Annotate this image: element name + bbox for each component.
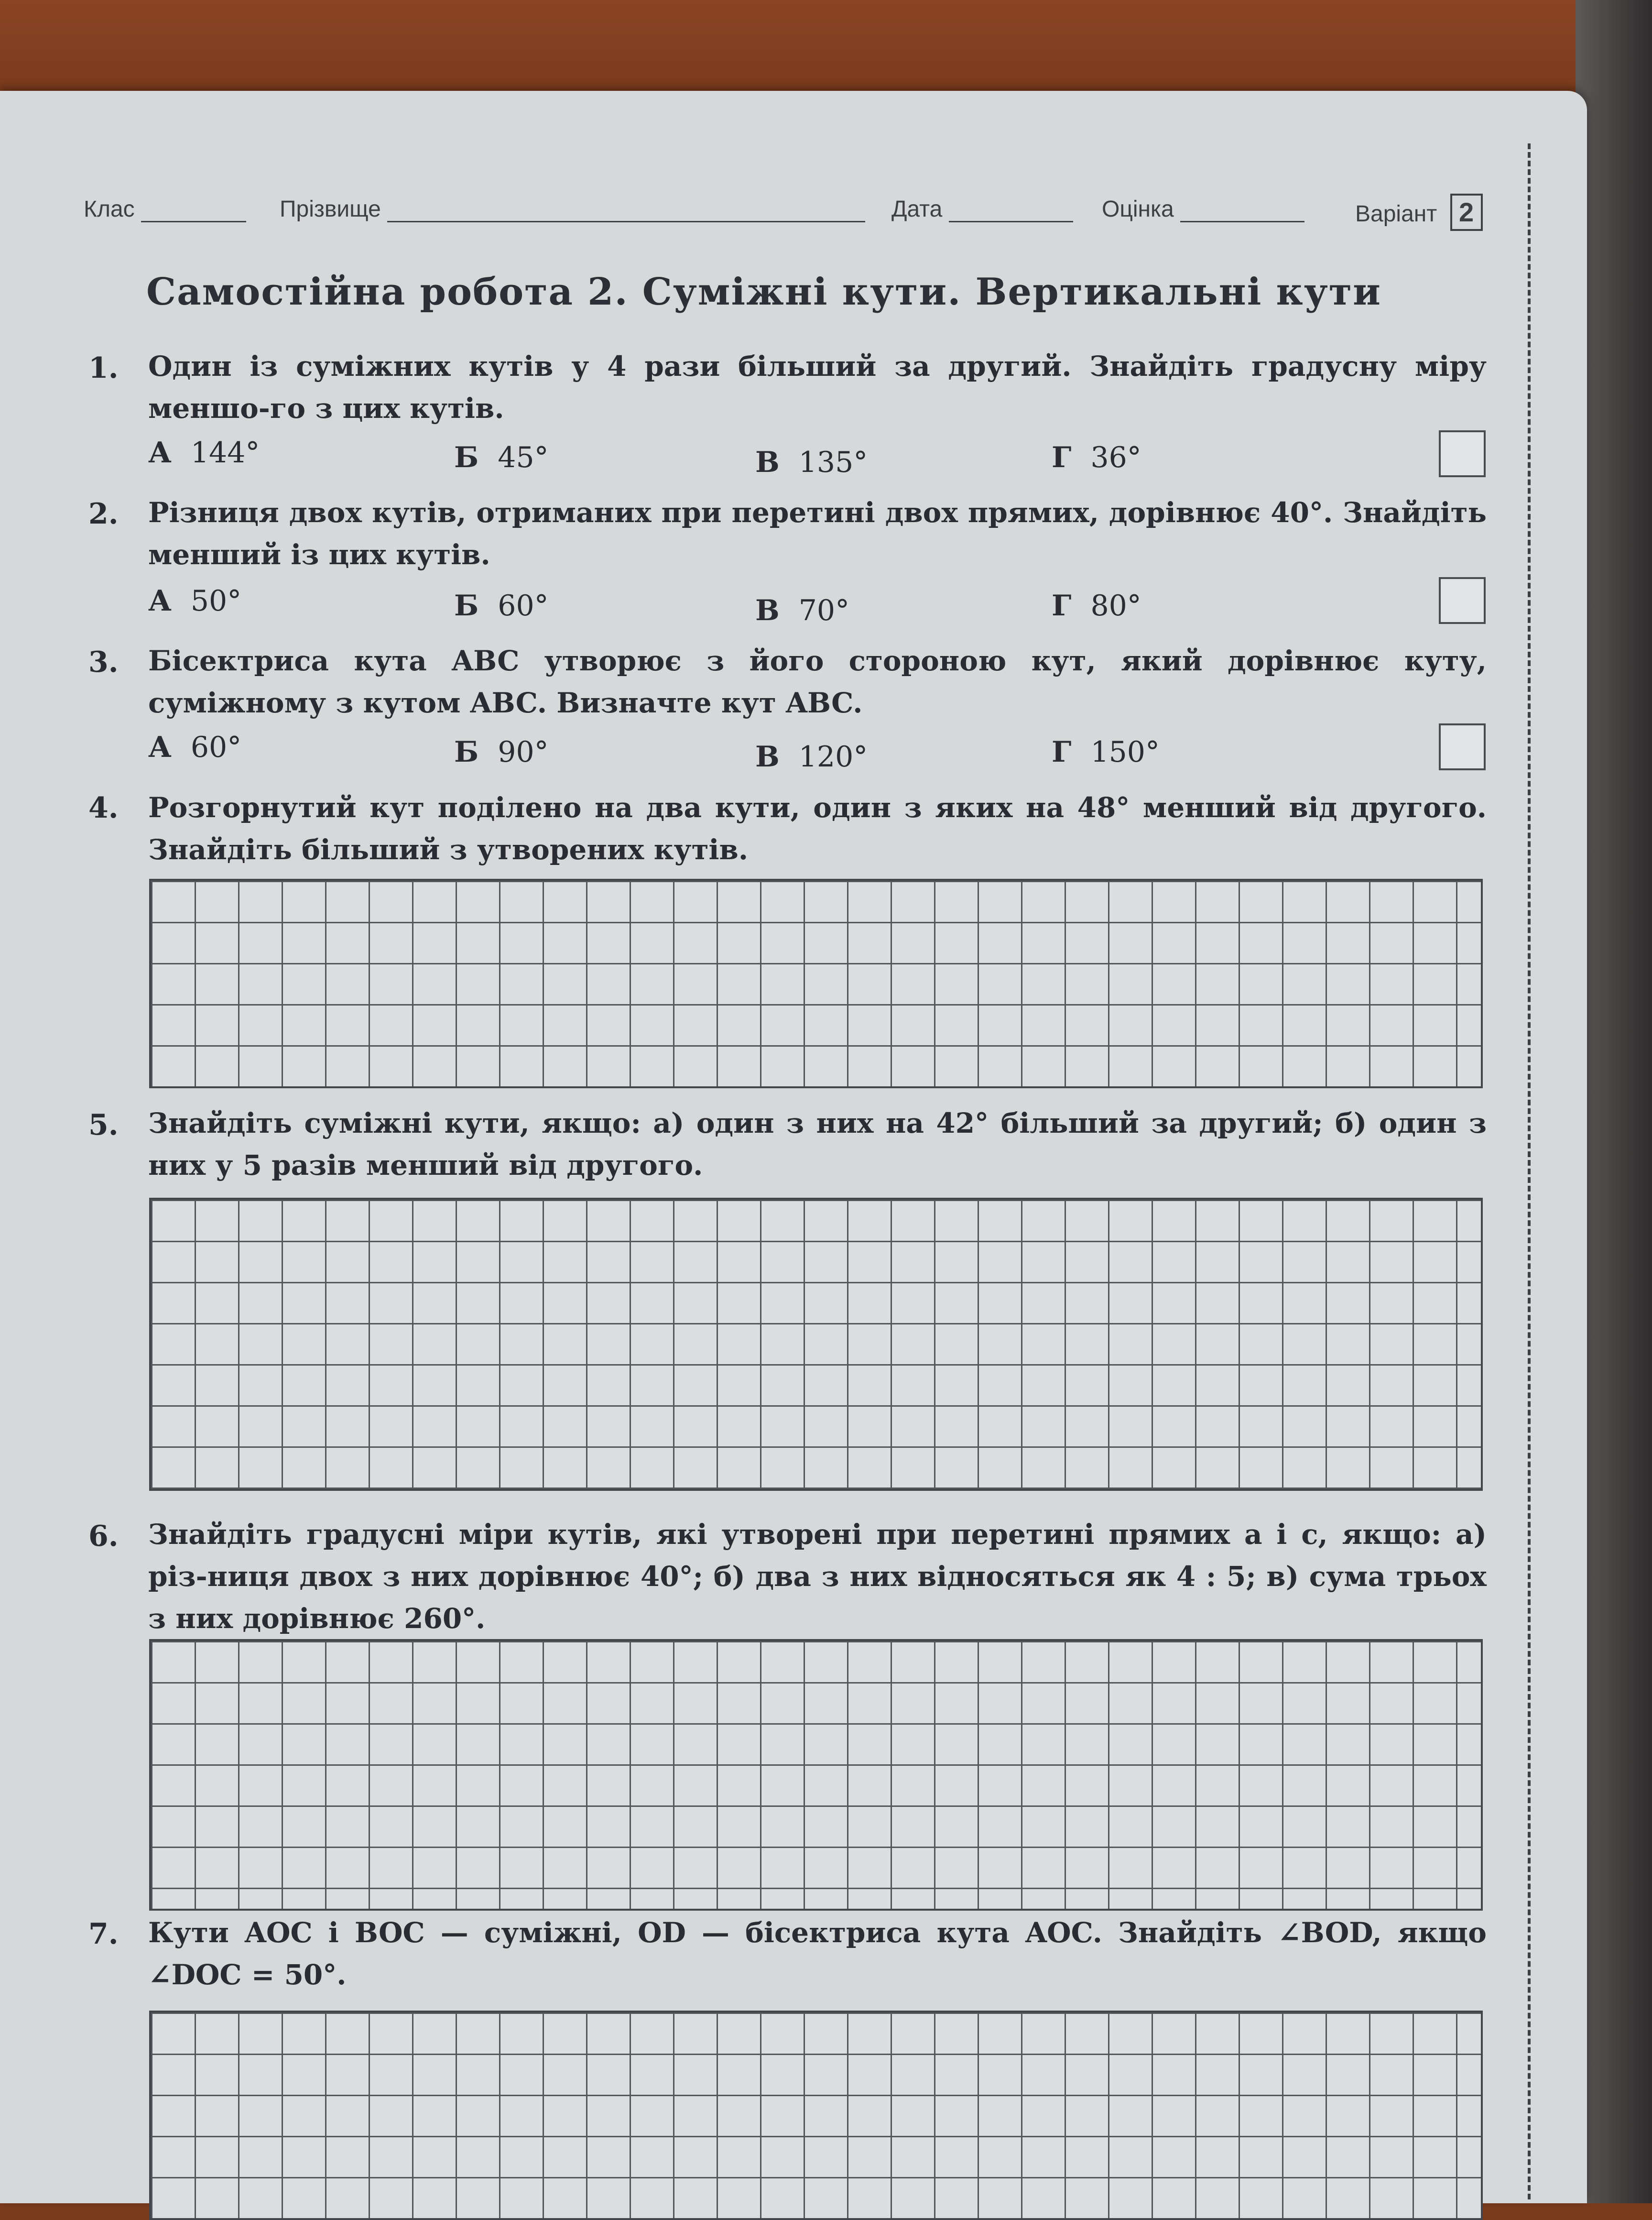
question-2-option-d — [1052, 589, 1141, 623]
question-3-option-d — [1052, 735, 1160, 769]
question-1-option-a — [148, 436, 260, 470]
variant-label: Варіант — [1355, 201, 1437, 227]
option-value: 36° — [1090, 441, 1141, 474]
question-4-number: 4. — [88, 791, 119, 825]
question-6-text: Знайдіть градусні міри кутів, які утворені при перетині прямих a і c, якщо: а) різ-ниця двох з них дорівнює 40°; б) два з них відносяться як 4 : 5; в) сума трьох з них дорівнює 260°. — [148, 1518, 1487, 1635]
question-1-answer-box[interactable] — [1439, 430, 1486, 477]
option-value: 90° — [498, 735, 549, 769]
question-1-option-d — [1052, 441, 1141, 474]
question-1-number: 1. — [88, 351, 119, 385]
option-letter: В — [755, 594, 780, 627]
option-letter: Г — [1052, 589, 1072, 623]
class-label: Клас — [84, 197, 135, 222]
variant-number: 2 — [1450, 194, 1483, 231]
question-6-answer-grid[interactable] — [149, 1639, 1483, 1911]
surname-label: Прізвище — [280, 197, 381, 222]
option-letter: В — [755, 740, 780, 774]
question-1-option-c — [755, 446, 868, 479]
option-letter: Б — [454, 441, 479, 474]
question-3-option-a — [148, 731, 241, 764]
class-field[interactable] — [84, 196, 246, 244]
question-2-option-c — [755, 594, 849, 627]
option-value: 135° — [798, 446, 868, 479]
class-blank[interactable] — [141, 202, 246, 222]
question-7-number: 7. — [88, 1917, 119, 1951]
option-value: 70° — [798, 594, 850, 627]
question-4-text: Розгорнутий кут поділено на два кути, один з яких на 48° менший від другого. Знайдіть більший з утворених кутів. — [148, 791, 1487, 866]
option-value: 120° — [798, 740, 868, 774]
question-6-number: 6. — [88, 1520, 119, 1553]
option-letter: Б — [454, 735, 479, 769]
option-value: 45° — [498, 441, 549, 474]
question-1-option-b — [454, 441, 549, 474]
question-2-number: 2. — [88, 497, 119, 531]
option-letter: Г — [1052, 441, 1072, 474]
option-value: 50° — [190, 584, 242, 618]
question-2-text: Різниця двох кутів, отриманих при перетині двох прямих, дорівнює 40°. Знайдіть менший із цих кутів. — [148, 496, 1487, 571]
question-5-text: Знайдіть суміжні кути, якщо: а) один з них на 42° більший за другий; б) один з них у 5 разів менший від другого. — [148, 1107, 1487, 1181]
question-3-option-b — [454, 735, 549, 769]
question-7-answer-grid[interactable] — [149, 2011, 1483, 2220]
date-label: Дата — [891, 197, 943, 222]
option-letter: А — [148, 436, 172, 470]
variant-field — [1355, 194, 1483, 241]
question-5-answer-grid[interactable] — [149, 1198, 1483, 1491]
date-blank[interactable] — [949, 202, 1073, 222]
question-3-text: Бісектриса кута ABC утворює з його стороною кут, який дорівнює куту, суміжному з кутом ABC. Визначте кут ABC. — [148, 645, 1487, 719]
cut-line — [1528, 143, 1531, 2199]
question-3-answer-box[interactable] — [1439, 723, 1486, 770]
option-letter: А — [148, 584, 172, 618]
option-letter: Г — [1052, 735, 1072, 769]
option-letter: Б — [454, 589, 479, 623]
question-2-option-a — [148, 584, 241, 618]
date-field[interactable] — [891, 196, 1073, 244]
grade-field[interactable] — [1102, 196, 1304, 244]
grade-label: Оцінка — [1102, 197, 1174, 222]
question-3-number: 3. — [88, 645, 119, 679]
option-value: 60° — [190, 731, 242, 764]
option-value: 144° — [190, 436, 260, 470]
question-1-text: Один із суміжних кутів у 4 рази більший за другий. Знайдіть градусну міру меншо-го з цих кутів. — [148, 350, 1487, 425]
grade-blank[interactable] — [1180, 202, 1304, 222]
surname-field[interactable] — [280, 196, 865, 244]
option-letter: В — [755, 446, 780, 479]
book-edge — [1576, 0, 1652, 2203]
surname-blank[interactable] — [387, 202, 865, 222]
option-value: 60° — [498, 589, 549, 623]
question-5-number: 5. — [88, 1108, 119, 1142]
question-7-text: Кути AOC і BOC — суміжні, OD — бісектриса кута AOC. Знайдіть ∠BOD, якщо ∠DOC = 50°. — [148, 1916, 1487, 1991]
question-2-answer-box[interactable] — [1439, 577, 1486, 624]
option-letter: А — [148, 731, 172, 764]
question-4-answer-grid[interactable] — [149, 879, 1483, 1088]
option-value: 80° — [1090, 589, 1141, 623]
page-title: Самостійна робота 2. Суміжні кути. Вертикальні кути — [146, 270, 1381, 314]
question-3-option-c — [755, 740, 868, 774]
question-2-option-b — [454, 589, 549, 623]
option-value: 150° — [1090, 735, 1160, 769]
